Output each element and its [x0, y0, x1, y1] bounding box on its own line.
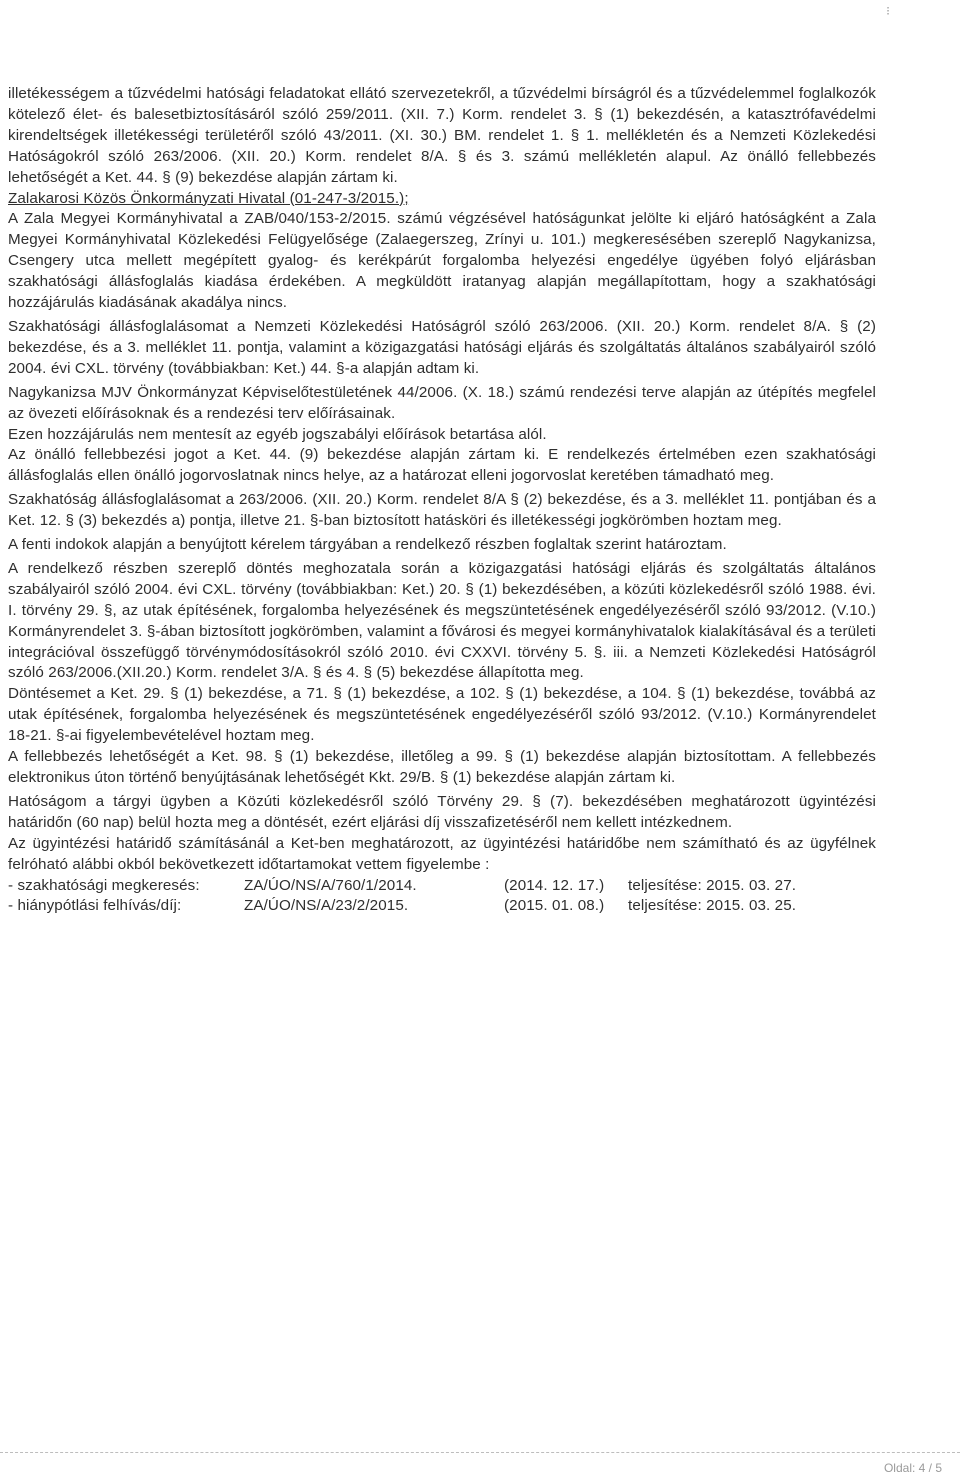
deadline-date: (2015. 01. 08.)	[504, 897, 605, 915]
paragraph-legal-basis: Szakhatósági állásfoglalásomat a Nemzeti Közlekedési Hatóságról szóló 263/2006. (XII. 20.) Korm. rendelet 8/A. § (2) bekezdése, és a 3. melléklet 11. pontja, valamint a közigazgatási hatósági eljárás és szolgáltatás általános szabályairól szóló 2004. évi CXL. törvény (továbbiakban: Ket.) 44. §-a alapján adtam ki.	[8, 317, 876, 377]
paragraph-exemption: Ezen hozzájárulás nem mentesít az egyéb jogszabályi előírások betartása alól.	[8, 425, 547, 443]
page-number: Oldal: 4 / 5	[883, 1461, 942, 1475]
paragraph-zoning-plan: Nagykanizsa MJV Önkormányzat Képviselőtestületének 44/2006. (X. 18.) számú rendezési terve alapján az útépítés megfelel az övezeti előírásoknak és a rendezési terv előírásainak.	[8, 383, 876, 422]
paragraph-reasons: A fenti indokok alapján a benyújtott kérelem tárgyában a rendelkező részben foglaltak szerint határoztam.	[8, 536, 727, 554]
paragraph-jurisdiction: illetékességem a tűzvédelmi hatósági feladatokat ellátó szervezetekről, a tűzvédelmi bírságról és a tűzvédelemmel foglalkozók kötelező élet- és balesetbiztosításáról szóló 259/2011. (XII. 7.) Korm. rendelet 3. § (1) bekezdésén, a katasztrófavédelmi kirendeltségek illetékességi területéről szóló 43/2011. (XI. 30.) BM. rendelet 1. § 1. mellékletén és a Nemzeti Közlekedési Hatóságokról szóló 263/2006. (XII. 20.) Korm. rendelet 8/A. § és 3. számú mellékletén alapul. Az önálló fellebbezés lehetőségét a Ket. 44. § (9) bekezdése alapján zártam ki.	[8, 85, 876, 186]
deadline-label: - szakhatósági megkeresés:	[8, 876, 200, 894]
paragraph-deadline: Hatóságom a tárgyi ügyben a Közúti közlekedésről szóló Törvény 29. § (7). bekezdésében meghatározott ügyintézési határidőn (60 nap) belül hozta meg a döntését, ezért eljárási díj visszafizetéséről nem kellett intézkednem.	[8, 792, 876, 831]
deadline-completion: teljesítése: 2015. 03. 27.	[628, 876, 797, 894]
scan-mark: ⁝	[886, 4, 890, 18]
paragraph-appeal-exclusion: Az önálló fellebbezési jogot a Ket. 44. (9) bekezdése alapján zártam ki. E rendelkezés értelmében ezen szakhatósági állásfoglalás ellen önálló jogorvoslatnak nincs helye, az a határozat elleni jogorvoslat keretében támadható meg.	[8, 446, 876, 485]
deadline-row	[8, 876, 876, 897]
deadline-reference: ZA/ÚO/NS/A/23/2/2015.	[244, 897, 409, 915]
paragraph-designation: A Zala Megyei Kormányhivatal a ZAB/040/153-2/2015. számú végzésével hatóságunkat jelölte ki eljáró hatóságként a Zala Megyei Kormányhivatal Közlekedési Felügyelősége (Zalaegerszeg, Zrínyi u. 101.) megkeresésében szereplő Nagykanizsa, Csengery utca mellett megépített gyalog- és kerékpárút forgalomba helyezési engedélye ügyében folyó eljárásban szakhatósági állásfoglalás kiadása érdekében. A megküldött iratanyag alapján megállapítottam, hogy a szakhatósági hozzájárulás kiadásának akadálya nincs.	[8, 210, 876, 312]
document-body	[8, 84, 876, 917]
paragraph-competence: Szakhatóság állásfoglalásomat a 263/2006. (XII. 20.) Korm. rendelet 8/A § (2) bekezdése, és a 3. melléklet 11. pontjában és a Ket. 12. § (3) bekezdés a) pontja, illetve 21. §-ban biztosított hatásköri és illetékességi jogkörömben hoztam meg.	[8, 491, 876, 530]
paragraph-decision-rules: Döntésemet a Ket. 29. § (1) bekezdése, a 71. § (1) bekezdése, a 102. § (1) bekezdése, a 104. § (1) bekezdése, továbbá az utak építésének, forgalomba helyezésének és megszüntetésének engedélyezéséről szóló 93/2012. (V.10.) Kormányrendelet 18-21. §-ai figyelembevételével hoztam meg.	[8, 685, 876, 745]
deadline-reference: ZA/ÚO/NS/A/760/1/2014.	[244, 876, 417, 894]
underlined-authority-line: Zalakarosi Közös Önkormányzati Hivatal (01-247-3/2015.);	[8, 189, 409, 207]
paragraph-deadline-calc: Az ügyintézési határidő számításánál a Ket-ben meghatározott, az ügyintézési határidőbe nem számítható és az ügyfélnek felróható alábbi okból bekövetkezett időtartamokat vettem figyelembe :	[8, 834, 876, 873]
deadline-row	[8, 896, 876, 917]
paragraph-appeal-rights: A fellebbezés lehetőségét a Ket. 98. § (1) bekezdése, illetőleg a 99. § (1) bekezdése alapján biztosítottam. A fellebbezés elektronikus úton történő benyújtásának lehetőségét Kkt. 29/B. § (1) bekezdése alapján zártam ki.	[8, 748, 876, 786]
deadline-date: (2014. 12. 17.)	[504, 876, 605, 894]
footer-divider	[0, 1452, 960, 1453]
paragraph-decision-basis: A rendelkező részben szereplő döntés meghozatala során a közigazgatási hatósági eljárás és szolgáltatás általános szabályairól szóló 2004. évi CXL. törvény (továbbiakban: Ket.) 20. § (1) bekezdésében, a közúti közlekedésről szóló 1988. évi. I. törvény 29. §, az utak építésének, forgalomba helyezésének és megszüntetésének engedélyezéséről szóló 93/2012. (V.10.) Kormányrendelet 3. §-ában biztosított jogkörömben, valamint a fővárosi és megyei kormányhivatalok kialakításával és a területi integrációval összefüggő törvénymódosításokról szóló 2010. évi CXXVI. törvény 5. §. iii. a Nemzeti Közlekedési Hatóságról szóló 263/2006.(XII.20.) Korm. rendelet 3/A. § és 4. § (5) bekezdése állapította meg.	[8, 559, 876, 682]
deadline-label: - hiánypótlási felhívás/díj:	[8, 897, 182, 915]
deadline-completion: teljesítése: 2015. 03. 25.	[628, 897, 797, 915]
